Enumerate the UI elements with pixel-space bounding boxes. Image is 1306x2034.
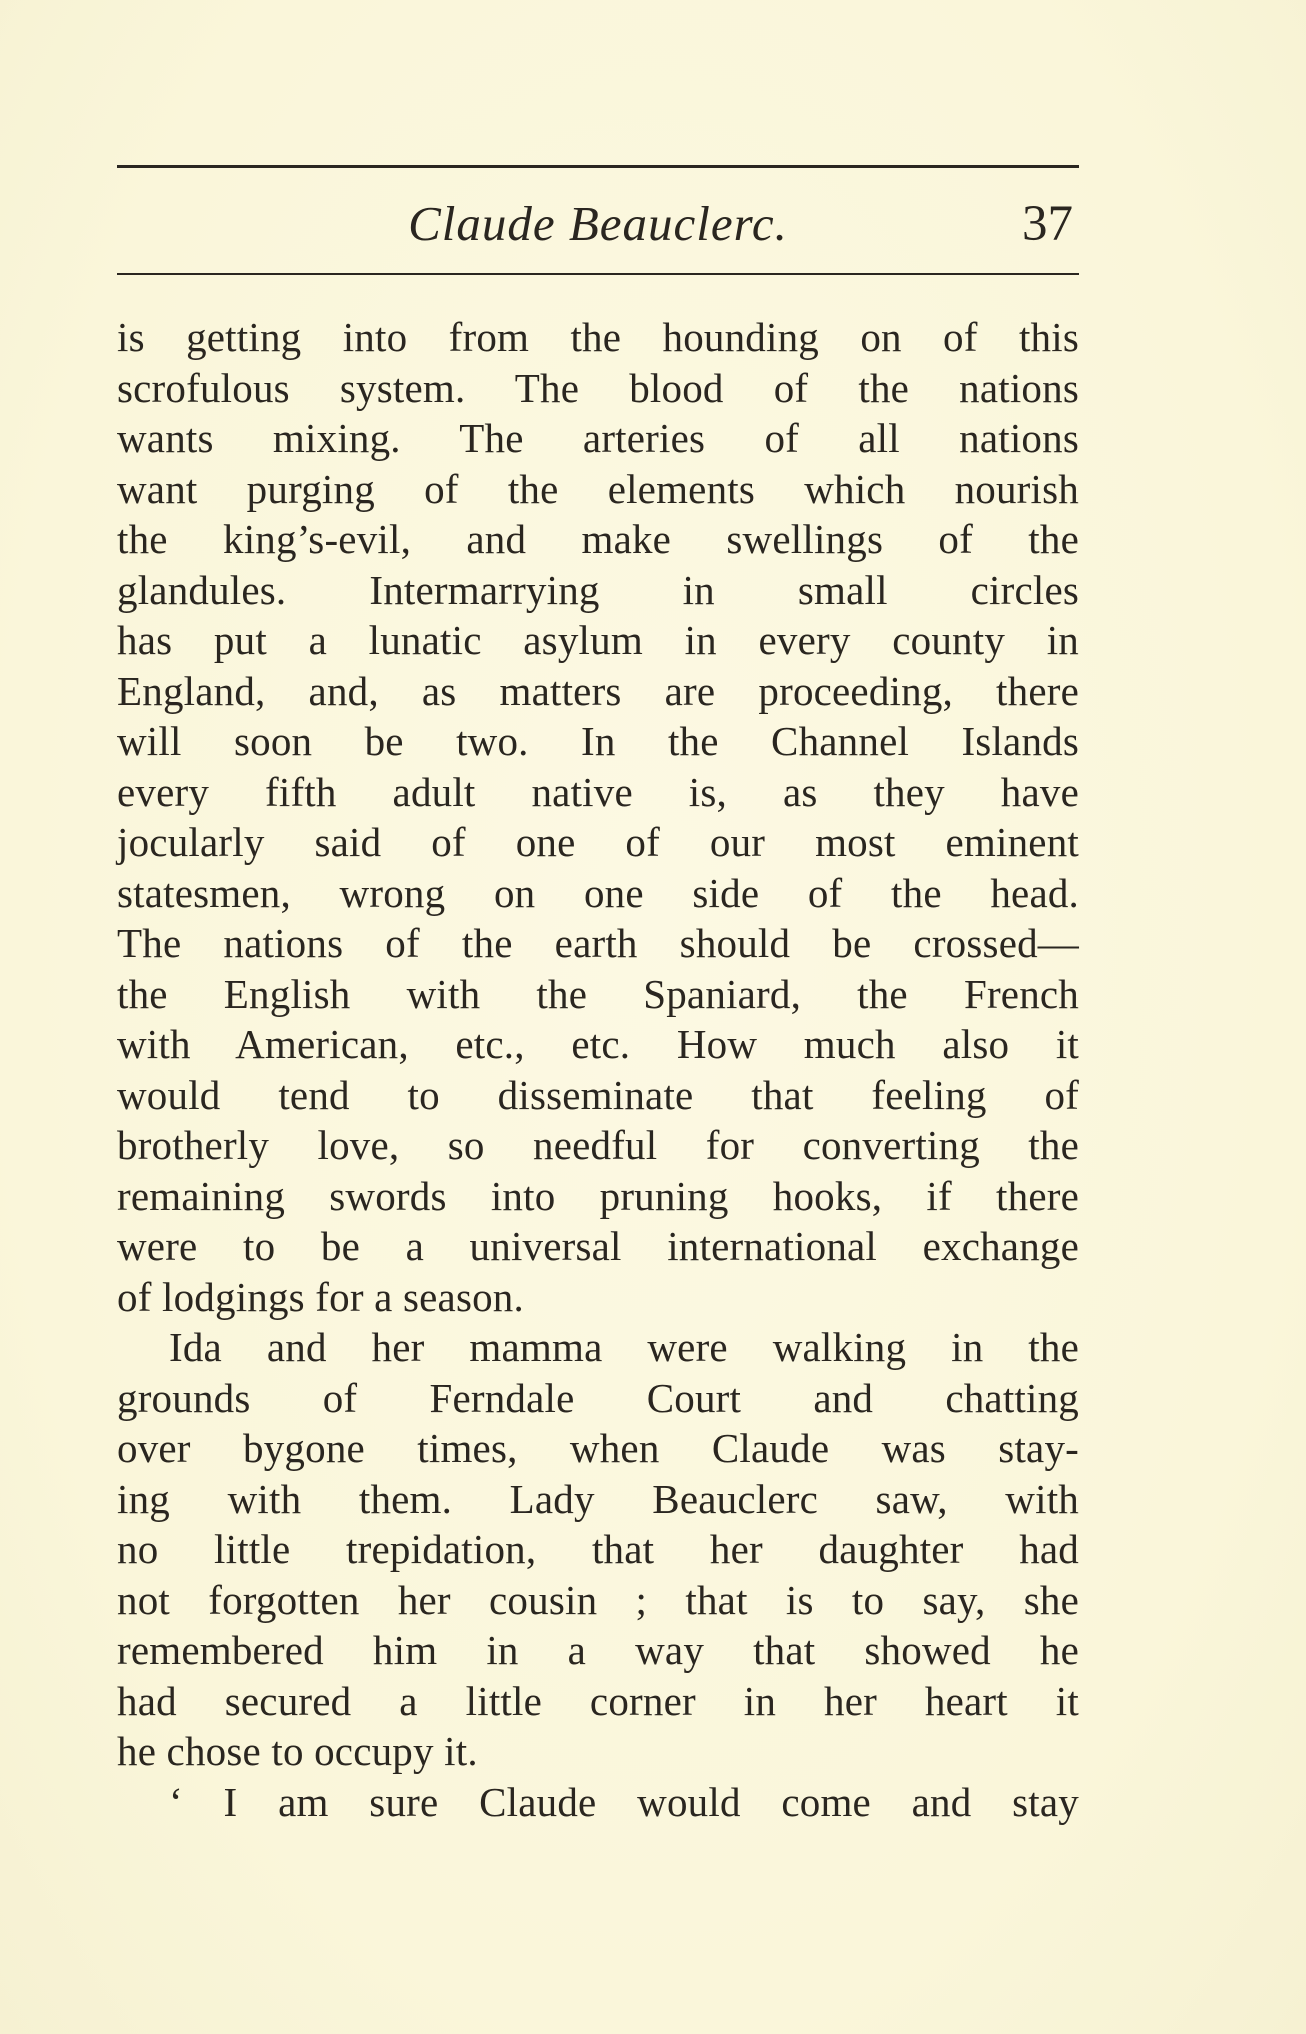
text-line: every fifth adult native is, as they have <box>117 768 1079 815</box>
text-line: glandules. Intermarrying in small circles <box>117 566 1079 613</box>
text-line: would tend to disseminate that feeling of <box>117 1071 1079 1118</box>
text-line: want purging of the elements which nourish <box>117 465 1079 512</box>
text-line: the king’s-evil, and make swellings of the <box>117 516 1079 562</box>
text-line: The nations of the earth should be crossed— <box>117 920 1079 966</box>
header-top-rule <box>117 165 1079 168</box>
text-line: remaining swords into pruning hooks, if there <box>117 1172 1079 1219</box>
text-line: is getting into from the hounding on of this <box>117 314 1079 360</box>
page-number: 37 <box>1022 196 1073 252</box>
text-line: statesmen, wrong on one side of the head. <box>117 869 1079 916</box>
text-line: with American, etc., etc. How much also it <box>117 1021 1079 1067</box>
paragraph-end-line: he chose to occupy it. <box>117 1728 478 1774</box>
header-bottom-rule <box>117 273 1079 275</box>
text-line: scrofulous system. The blood of the nations <box>117 364 1079 411</box>
text-line: England, and, as matters are proceeding, there <box>117 667 1079 714</box>
body-text <box>117 312 1079 1827</box>
text-line: remembered him in a way that showed he <box>117 1627 1079 1673</box>
text-line: has put a lunatic asylum in every county in <box>117 617 1079 663</box>
text-line: ing with them. Lady Beauclerc saw, with <box>117 1475 1079 1522</box>
text-line: over bygone times, when Claude was stay- <box>117 1425 1079 1471</box>
running-title: Claude Beauclerc. <box>408 196 788 251</box>
text-line: no little trepidation, that her daughter had <box>117 1526 1079 1572</box>
text-line: wants mixing. The arteries of all nations <box>117 415 1079 461</box>
text-line: were to be a universal international exchange <box>117 1223 1079 1269</box>
text-line: brotherly love, so needful for converting the <box>117 1122 1079 1168</box>
text-line: the English with the Spaniard, the French <box>117 970 1079 1017</box>
text-line: not forgotten her cousin ; that is to say, she <box>117 1576 1079 1623</box>
paragraph-start-line: Ida and her mamma were walking in the <box>169 1324 1079 1370</box>
text-line: had secured a little corner in her heart it <box>117 1677 1079 1724</box>
running-header <box>117 192 1079 256</box>
text-line: jocularly said of one of our most eminent <box>117 819 1079 865</box>
text-line: grounds of Ferndale Court and chatting <box>117 1374 1079 1421</box>
text-line: will soon be two. In the Channel Islands <box>117 718 1079 764</box>
paragraph-end-line: of lodgings for a season. <box>117 1273 524 1320</box>
paragraph-start-line: ‘ I am sure Claude would come and stay <box>169 1778 1079 1825</box>
